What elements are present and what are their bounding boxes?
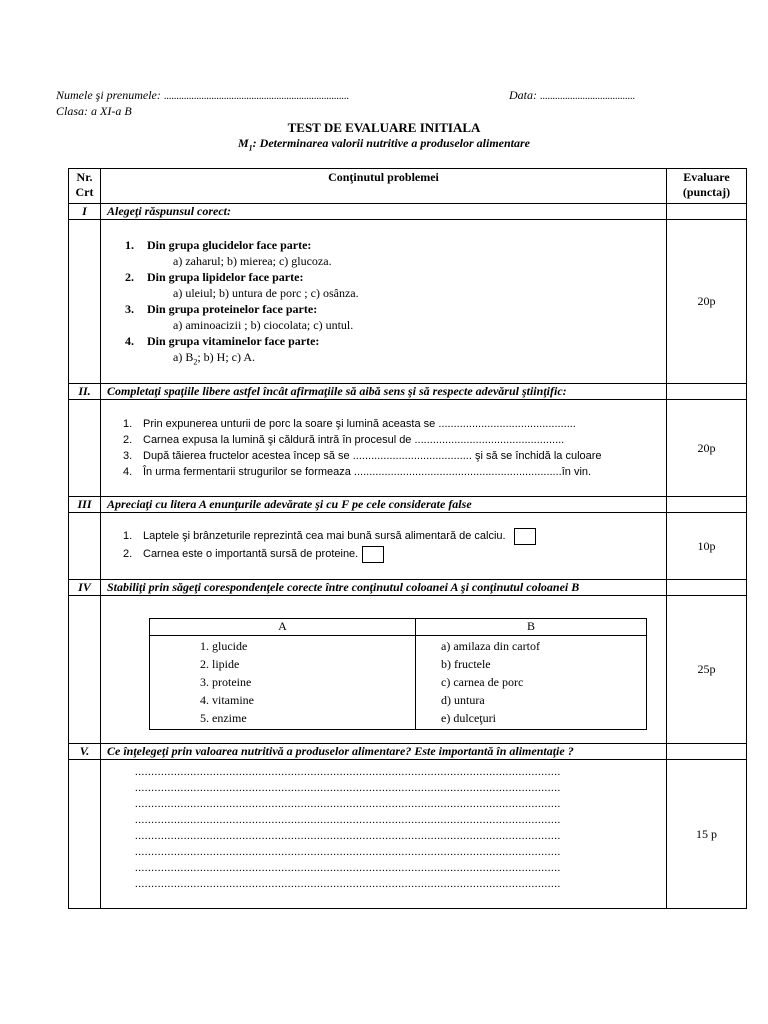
answer-line[interactable]: ................................................................................................................................... (135, 798, 561, 810)
section-5-score: 15 p (667, 760, 747, 909)
test-table (68, 168, 747, 909)
section-1-title: Alegeţi răspunsul corect: (101, 204, 667, 220)
section-5-number: V. (69, 744, 101, 760)
page-title: TEST DE EVALUARE INITIALA (287, 120, 481, 135)
q1-3-head: 3. Din grupa proteinelor face parte: (125, 302, 318, 316)
section-2-body-row (69, 400, 747, 497)
b-item-a[interactable]: a) amilaza din cartof (441, 639, 540, 653)
answer-line[interactable]: ................................................................................................................................... (135, 878, 561, 890)
section-4-score: 25p (667, 596, 747, 744)
section-1-questions (101, 220, 667, 384)
date-label: Data: (509, 88, 537, 102)
statement-2-1[interactable]: 1. Prin expunerea unturii de porc la soare şi lumină aceasta se ............................................. (123, 418, 576, 430)
date-dots[interactable]: ...................................... (540, 91, 635, 102)
q1-4-head: 4. Din grupa vitaminelor face parte: (125, 334, 320, 348)
matching-table (149, 618, 647, 730)
answer-line[interactable]: ................................................................................................................................... (135, 782, 561, 794)
answer-box-3-1[interactable] (514, 528, 536, 545)
name-dots[interactable]: .......................................................................... (163, 91, 349, 102)
name-label: Numele şi prenumele: (56, 88, 161, 102)
section-3-number: III (69, 497, 101, 513)
section-3-body-row (69, 513, 747, 580)
a-item-1[interactable]: 1. glucide (200, 639, 248, 653)
column-b-list (416, 636, 647, 730)
a-item-3[interactable]: 3. proteine (200, 675, 252, 689)
column-a-list (150, 636, 416, 730)
section-2-score: 20p (667, 400, 747, 497)
section-1-title-row (69, 204, 747, 220)
page-subtitle: $M_1$: Determinarea valorii nutritive a produselor alimentare (237, 136, 530, 153)
b-item-b[interactable]: b) fructele (441, 657, 491, 671)
statement-3-2: 2. Carnea este o importantă sursă de proteine. (123, 545, 666, 563)
statement-2-3[interactable]: 3. După tăierea fructelor acestea încep să se ....................................... şi să se închidă la culoare (123, 450, 602, 462)
section-3-score: 10p (667, 513, 747, 580)
section-4-title-row (69, 580, 747, 596)
answer-line[interactable]: ................................................................................................................................... (135, 862, 561, 874)
answer-line[interactable]: ................................................................................................................................... (135, 766, 561, 778)
b-item-d[interactable]: d) untura (441, 693, 485, 707)
section-5-title-row (69, 744, 747, 760)
section-1-number: I (69, 204, 101, 220)
section-5-body-row (69, 760, 747, 909)
section-4-title: Stabiliţi prin săgeţi corespondenţele corecte între conţinutul coloanei A şi conţinutul coloanei B (101, 580, 667, 596)
section-3-title: Apreciaţi cu litera A enunţurile adevărate şi cu F pe cele considerate false (101, 497, 667, 513)
section-1-score: 20p (667, 220, 747, 384)
section-4-number: IV (69, 580, 101, 596)
section-2-statements (101, 400, 667, 497)
b-item-c[interactable]: c) carnea de porc (441, 675, 524, 689)
column-a-header: A (150, 619, 416, 636)
section-3-title-row (69, 497, 747, 513)
q1-2-head: 2. Din grupa lipidelor face parte: (125, 270, 304, 284)
section-2-title: Completaţi spaţiile libere astfel încât afirmaţiile să aibă sens şi să respecte adevărul ştiinţific: (101, 384, 667, 400)
col-content-header: Conţinutul problemei (101, 169, 667, 204)
section-2-number: II. (69, 384, 101, 400)
col-nr-header: Nr. Crt (69, 169, 101, 204)
q1-2-options[interactable]: a) uleiul; b) untura de porc ; c) osânza. (173, 286, 359, 300)
answer-line[interactable]: ................................................................................................................................... (135, 846, 561, 858)
b-item-e[interactable]: e) dulceţuri (441, 711, 496, 725)
a-item-2[interactable]: 2. lipide (200, 657, 240, 671)
name-line (56, 88, 349, 103)
statement-2-2[interactable]: 2. Carnea expusa la lumină şi căldură intră în procesul de ................................................. (123, 434, 565, 446)
section-2-title-row (69, 384, 747, 400)
answer-line[interactable]: ................................................................................................................................... (135, 814, 561, 826)
statement-3-1: 1. Laptele şi brânzeturile reprezintă cea mai bună sursă alimentară de calciu. (123, 527, 666, 545)
answer-line[interactable]: ................................................................................................................................... (135, 830, 561, 842)
section-5-answer-area[interactable] (101, 760, 667, 909)
date-line (509, 88, 635, 103)
q1-1-options[interactable]: a) zaharul; b) mierea; c) glucoza. (173, 254, 332, 268)
q1-1-head: 1. Din grupa glucidelor face parte: (125, 238, 312, 252)
statement-2-4[interactable]: 4. În urma fermentarii strugurilor se formeaza ....................................................................în vin. (123, 466, 592, 478)
section-1-body-row (69, 220, 747, 384)
q1-3-options[interactable]: a) aminoacizii ; b) ciocolata; c) untul. (173, 318, 354, 332)
a-item-5[interactable]: 5. enzime (200, 711, 247, 725)
a-item-4[interactable]: 4. vitamine (200, 693, 254, 707)
answer-box-3-2[interactable] (362, 546, 384, 563)
section-3-statements (101, 513, 667, 580)
section-5-title: Ce înţelegeţi prin valoarea nutritivă a produselor alimentare? Este importantă în alimentaţie ? (101, 744, 667, 760)
class-label: Clasa: a XI-a B (56, 104, 132, 118)
q1-4-options[interactable]: a) $B_2$; b) H; c) A. (173, 350, 255, 367)
section-4-matching (101, 596, 667, 744)
col-eval-header: Evaluare (punctaj) (667, 169, 747, 204)
table-header-row (69, 169, 747, 204)
column-b-header: B (416, 619, 647, 636)
section-4-body-row (69, 596, 747, 744)
